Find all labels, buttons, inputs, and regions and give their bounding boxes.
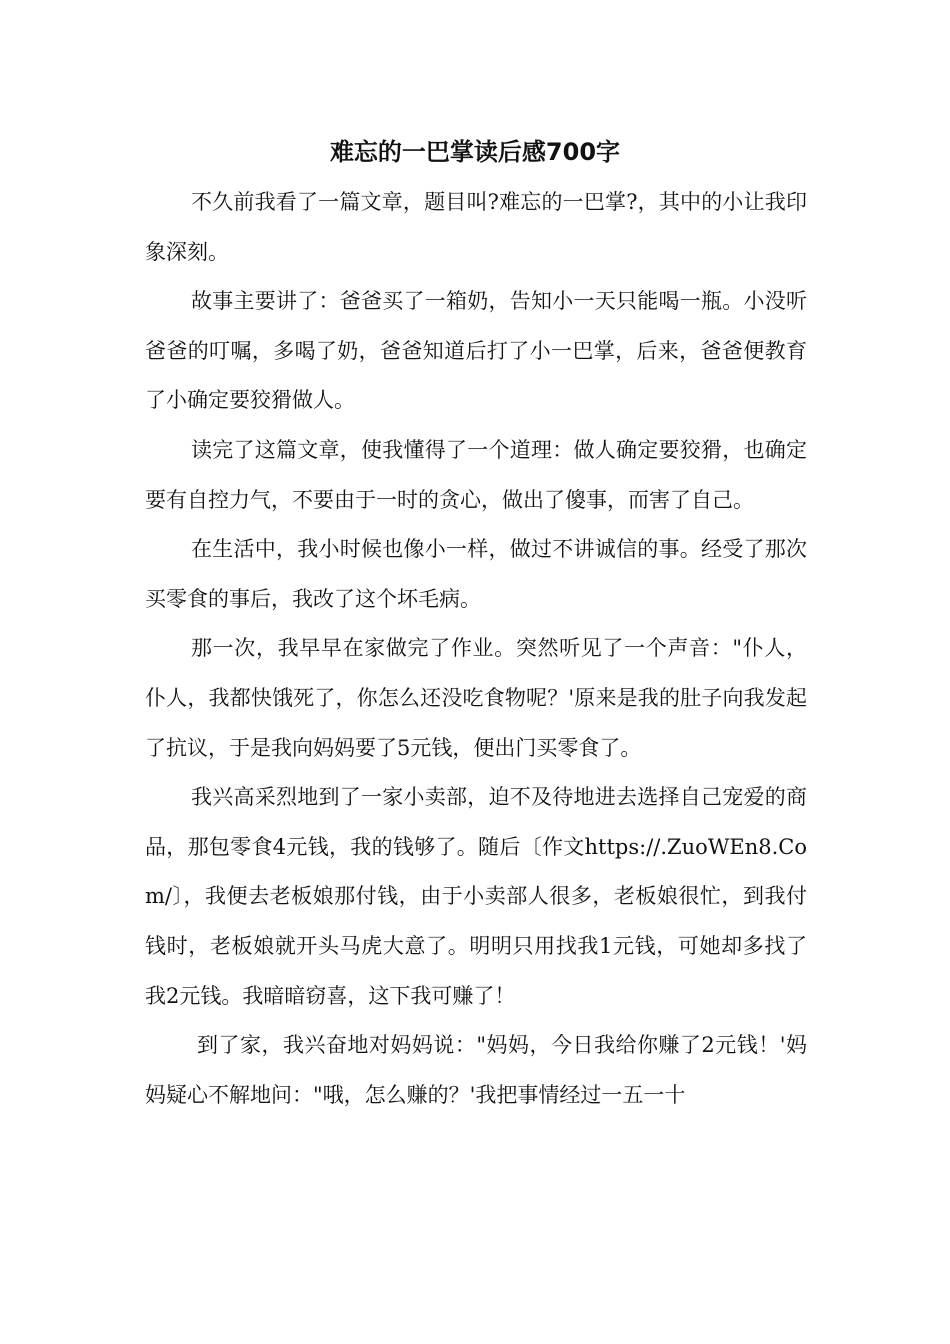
paragraph-5: 那一次，我早早在家做完了作业。突然听见了一个声音："仆人，仆人，我都快饿死了，你怎么还没吃食物呢？'原来是我的肚子向我发起了抗议，于是我向妈妈要了5元钱，便出门买零食了。 [145, 636, 807, 760]
document-title: 难忘的一巴掌读后感700字 [329, 138, 621, 166]
document-body [145, 178, 807, 1120]
paragraph-2: 故事主要讲了：爸爸买了一箱奶，告知小一天只能喝一瓶。小没听爸爸的叮嘱，多喝了奶，爸爸知道后打了小一巴掌，后来，爸爸便教育了小确定要狡猾做人。 [145, 289, 807, 413]
paragraph-4: 在生活中，我小时候也像小一样，做过不讲诚信的事。经受了那次买零食的事后，我改了这个坏毛病。 [145, 537, 807, 611]
paragraph-6: 我兴高采烈地到了一家小卖部，迫不及待地进去选择自己宠爱的商品，那包零食4元钱，我的钱够了。随后〔作文https://.ZuoWEn8.Com/〕，我便去老板娘那付钱，由于小卖部人很多，老板娘很忙，到我付钱时，老板娘就开头马虎大意了。明明只用找我1元钱，可她却多找了我2元钱。我暗暗窃喜，这下我可赚了！ [145, 785, 807, 1008]
paragraph-1: 不久前我看了一篇文章，题目叫?难忘的一巴掌?，其中的小让我印象深刻。 [145, 190, 807, 264]
paragraph-7: 到了家，我兴奋地对妈妈说："妈妈，今日我给你赚了2元钱！'妈妈疑心不解地问："哦，怎么赚的？'我把事情经过一五一十 [145, 1033, 807, 1107]
paragraph-3: 读完了这篇文章，使我懂得了一个道理：做人确定要狡猾，也确定要有自控力气，不要由于一时的贪心，做出了傻事，而害了自己。 [145, 437, 807, 512]
